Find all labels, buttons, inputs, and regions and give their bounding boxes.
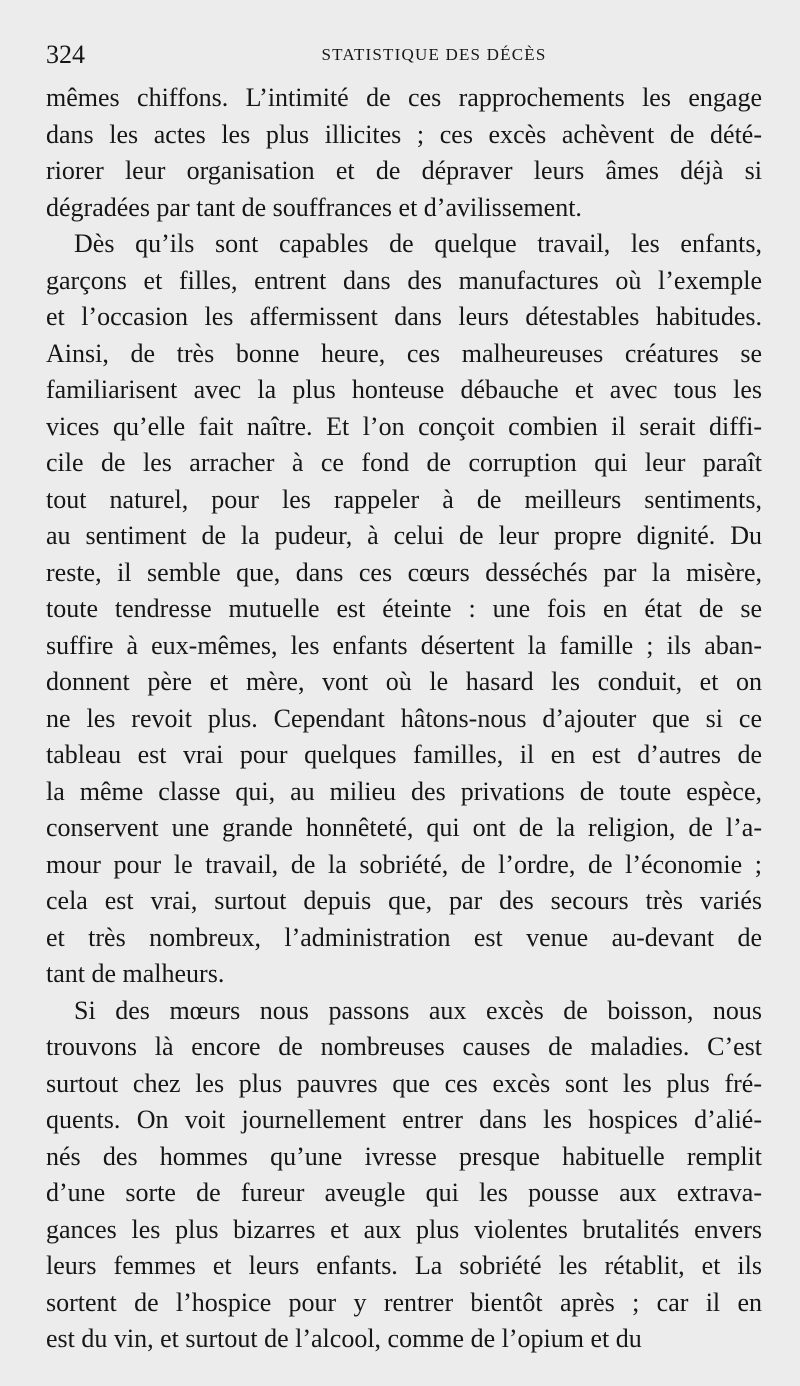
text-line: mour pour le travail, de la sobriété, de l’ordre, de l’économie ; bbox=[46, 849, 762, 879]
text-line: suffire à eux-mêmes, les enfants désertent la famille ; ils aban- bbox=[46, 630, 762, 660]
text-line: garçons et filles, entrent dans des manufactures où l’exemple bbox=[46, 265, 762, 295]
text-line: et l’occasion les affermissent dans leurs détestables habitudes. bbox=[46, 302, 762, 331]
text-line: dégradées par tant de souffrances et d’avilissement. bbox=[46, 192, 582, 222]
paragraph bbox=[46, 80, 762, 226]
text-line: ne les revoit plus. Cependant hâtons-nous d’ajouter que si ce bbox=[46, 703, 762, 733]
text-line: tout naturel, pour les rappeler à de meilleurs sentiments, bbox=[46, 484, 762, 514]
text-line: vices qu’elle fait naître. Et l’on conçoit combien il serait diffi- bbox=[46, 411, 762, 441]
text-line: trouvons là encore de nombreuses causes de maladies. C’est bbox=[46, 1032, 762, 1061]
text-line: la même classe qui, au milieu des privations de toute espèce, bbox=[46, 776, 762, 806]
text-line: familiarisent avec la plus honteuse débauche et avec tous les bbox=[46, 375, 762, 404]
text-line: reste, il semble que, dans ces cœurs desséchés par la misère, bbox=[46, 557, 762, 587]
running-head bbox=[46, 38, 762, 72]
text-line: au sentiment de la pudeur, à celui de leur propre dignité. Du bbox=[46, 521, 762, 550]
paragraph bbox=[46, 993, 762, 1358]
body-text bbox=[46, 80, 762, 1358]
text-line: Ainsi, de très bonne heure, ces malheureuses créatures se bbox=[46, 338, 762, 368]
text-line: nés des hommes qu’une ivresse presque habituelle remplit bbox=[46, 1141, 762, 1171]
text-line: est du vin, et surtout de l’alcool, comme de l’opium et du bbox=[46, 1324, 642, 1353]
text-line: mêmes chiffons. L’intimité de ces rapprochements les engage bbox=[46, 83, 762, 112]
text-line: tableau est vrai pour quelques familles, il en est d’autres de bbox=[46, 740, 762, 769]
text-line: donnent père et mère, vont où le hasard les conduit, et on bbox=[46, 667, 762, 696]
page-number: 324 bbox=[46, 40, 85, 69]
text-line: dans les actes les plus illicites ; ces excès achèvent de dété- bbox=[46, 119, 762, 149]
text-line: riorer leur organisation et de dépraver leurs âmes déjà si bbox=[46, 156, 762, 185]
text-line: toute tendresse mutuelle est éteinte : une fois en état de se bbox=[46, 594, 762, 623]
text-line: gances les plus bizarres et aux plus violentes brutalités envers bbox=[46, 1214, 762, 1244]
paragraph bbox=[46, 226, 762, 993]
running-title: STATISTIQUE DES DÉCÈS bbox=[321, 45, 547, 64]
text-line: et très nombreux, l’administration est venue au-devant de bbox=[46, 922, 762, 952]
text-line: cela est vrai, surtout depuis que, par des secours très variés bbox=[46, 886, 762, 915]
text-line: leurs femmes et leurs enfants. La sobriété les rétablit, et ils bbox=[46, 1251, 762, 1280]
text-line: surtout chez les plus pauvres que ces excès sont les plus fré- bbox=[46, 1068, 762, 1098]
text-line: tant de malheurs. bbox=[46, 959, 225, 988]
text-line: Dès qu’ils sont capables de quelque travail, les enfants, bbox=[74, 229, 762, 258]
text-line: quents. On voit journellement entrer dans les hospices d’alié- bbox=[46, 1105, 762, 1134]
text-line: conservent une grande honnêteté, qui ont de la religion, de l’a- bbox=[46, 813, 762, 842]
text-line: d’une sorte de fureur aveugle qui les pousse aux extrava- bbox=[46, 1178, 762, 1207]
text-line: sortent de l’hospice pour y rentrer bientôt après ; car il en bbox=[46, 1287, 762, 1317]
text-line: Si des mœurs nous passons aux excès de boisson, nous bbox=[74, 995, 762, 1025]
text-line: cile de les arracher à ce fond de corruption qui leur paraît bbox=[46, 448, 762, 477]
